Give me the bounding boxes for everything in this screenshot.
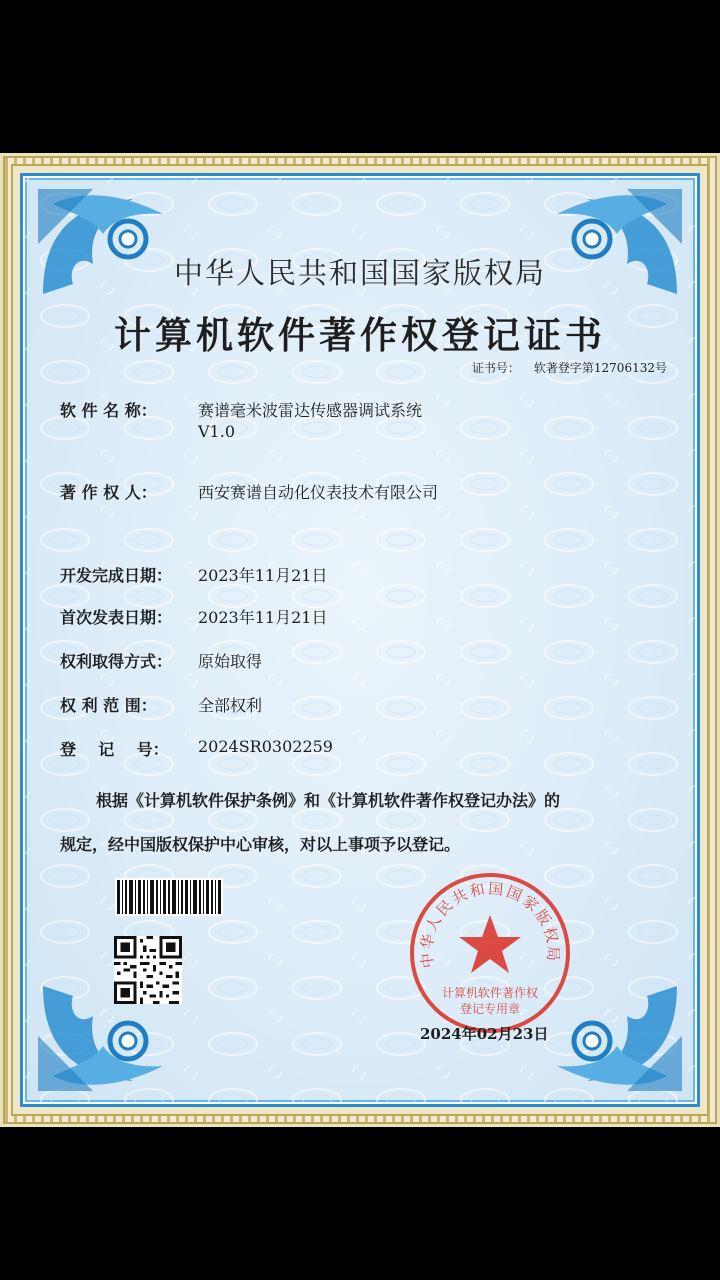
field-label: 著 作 权 人： — [60, 483, 157, 502]
field-label: 软 件 名 称： — [60, 401, 157, 420]
field-value: 2024SR0302259 — [198, 737, 333, 756]
seal-subtext-1: 计算机软件著作权 — [441, 986, 539, 1000]
field-label: 登 记 号： — [60, 740, 169, 759]
field-value: 2023年11月21日 — [198, 566, 328, 585]
field-value: 全部权利 — [198, 696, 263, 715]
certificate-title: 计算机软件著作权登记证书 — [114, 313, 606, 357]
field-value: 原始取得 — [198, 652, 263, 671]
field-value: 西安赛谱自动化仪表技术有限公司 — [198, 483, 439, 502]
official-seal — [408, 871, 572, 1035]
field-label: 权 利 范 围： — [60, 696, 157, 715]
seal-subtext-2: 登记专用章 — [459, 1002, 521, 1016]
issue-date: 2024年02月23日 — [420, 1025, 549, 1043]
statement-line-2: 规定，经中国版权保护中心审核，对以上事项予以登记。 — [60, 835, 461, 854]
field-value: 2023年11月21日 — [198, 608, 328, 627]
certificate-number — [472, 359, 667, 376]
field-label: 首次发表日期： — [60, 608, 173, 627]
certificate-number-label: 证书号： — [471, 361, 520, 375]
issuing-authority: 中华人民共和国国家版权局 — [173, 256, 546, 290]
field-value: 赛谱毫米波雷达传感器调试系统 — [198, 401, 423, 420]
certificate-number-value: 软著登字第12706132号 — [533, 361, 667, 375]
statement-line-1: 根据《计算机软件保护条例》和《计算机软件著作权登记办法》的 — [96, 791, 561, 810]
certificate — [0, 153, 720, 1127]
field-label: 权利取得方式： — [60, 652, 173, 671]
barcode — [115, 878, 223, 916]
field-value-version: V1.0 — [198, 422, 235, 441]
field-label: 开发完成日期： — [60, 566, 173, 585]
seal-text: 中华人民共和国国家版权局 — [417, 879, 563, 970]
qr-code — [114, 936, 182, 1004]
